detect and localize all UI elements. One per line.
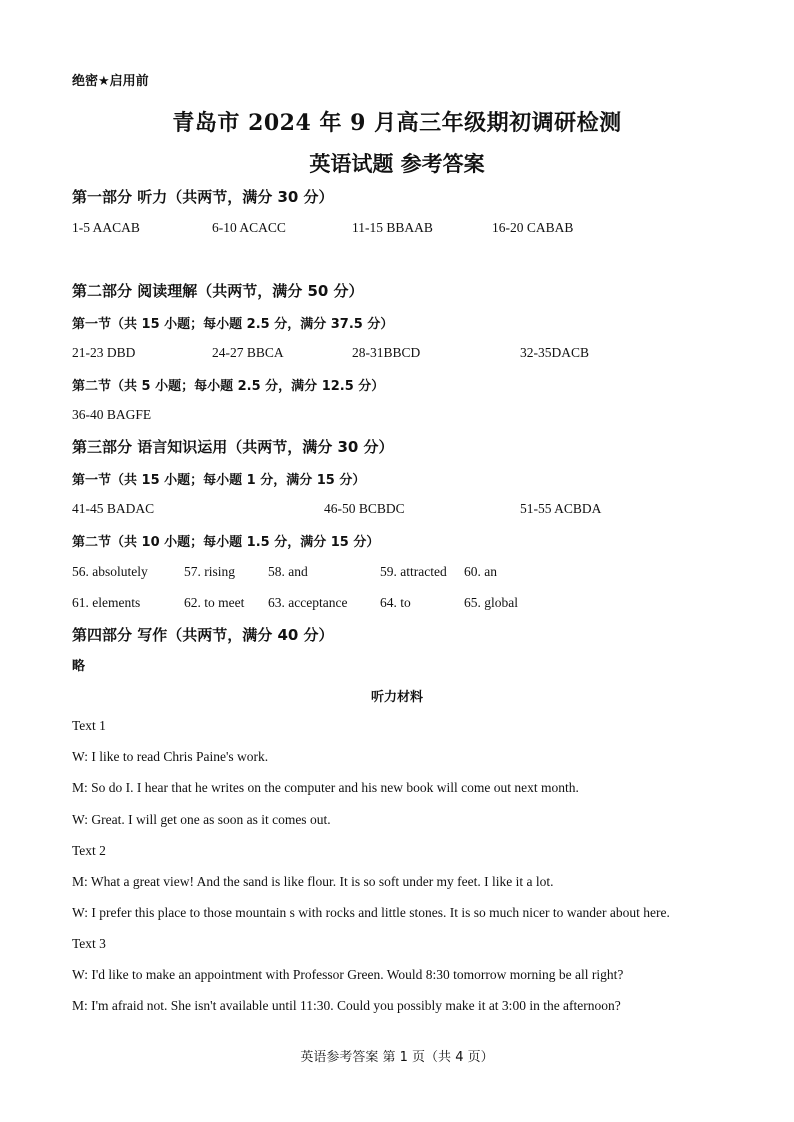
answer-item: 64. to bbox=[380, 595, 411, 610]
transcript-line: M: I'm afraid not. She isn't available until 11:30. Could you possibly make it at 3:00 in the afternoon? bbox=[72, 998, 621, 1013]
answer-item: 56. absolutely bbox=[72, 564, 148, 579]
transcript-line: M: So do I. I hear that he writes on the computer and his new book will come out next month. bbox=[72, 780, 579, 795]
part4-heading: 第四部分 写作（共两节，满分 40 分） bbox=[72, 626, 334, 644]
answer-group: 28-31BBCD bbox=[352, 345, 421, 360]
answer-item: 60. an bbox=[464, 564, 497, 579]
answer-item: 57. rising bbox=[184, 564, 236, 579]
answer-group: 24-27 BBCA bbox=[212, 345, 284, 360]
answer-group: 11-15 BBAAB bbox=[352, 220, 433, 235]
part2-heading: 第二部分 阅读理解（共两节，满分 50 分） bbox=[72, 282, 364, 300]
answer-item: 61. elements bbox=[72, 595, 141, 610]
answer-item: 58. and bbox=[268, 564, 308, 579]
answer-group: 51-55 ACBDA bbox=[520, 501, 602, 516]
exam-subtitle: 英语试题 参考答案 bbox=[309, 151, 485, 176]
answer-item: 65. global bbox=[464, 595, 518, 610]
part3-section2-label: 第二节（共 10 小题；每小题 1.5 分，满分 15 分） bbox=[72, 535, 380, 550]
part3-heading: 第三部分 语言知识运用（共两节，满分 30 分） bbox=[72, 438, 394, 456]
part4-note: 略 bbox=[72, 659, 86, 674]
answer-group: 16-20 CABAB bbox=[492, 220, 574, 235]
answer-item: 63. acceptance bbox=[268, 595, 348, 610]
transcript-line: W: I like to read Chris Paine's work. bbox=[72, 749, 269, 764]
answer-group: 36-40 BAGFE bbox=[72, 407, 152, 422]
answer-group: 46-50 BCBDC bbox=[324, 501, 405, 516]
part1-heading: 第一部分 听力（共两节，满分 30 分） bbox=[72, 188, 334, 206]
answer-item: 62. to meet bbox=[184, 595, 245, 610]
listening-title: 听力材料 bbox=[370, 690, 423, 705]
answer-group: 21-23 DBD bbox=[72, 345, 136, 360]
part3-section1-label: 第一节（共 15 小题；每小题 1 分，满分 15 分） bbox=[72, 473, 366, 488]
page-footer: 英语参考答案 第 1 页（共 4 页） bbox=[300, 1050, 494, 1065]
part2-section1-label: 第一节（共 15 小题；每小题 2.5 分，满分 37.5 分） bbox=[72, 317, 394, 332]
transcript-line: Text 2 bbox=[72, 843, 106, 858]
confidential-label: 绝密★启用前 bbox=[72, 74, 149, 89]
answer-group: 1-5 AACAB bbox=[72, 220, 140, 235]
answer-group: 6-10 ACACC bbox=[212, 220, 286, 235]
transcript-line: Text 3 bbox=[72, 936, 106, 951]
answer-item: 59. attracted bbox=[380, 564, 447, 579]
answer-group: 32-35DACB bbox=[520, 345, 590, 360]
part2-section2-label: 第二节（共 5 小题；每小题 2.5 分，满分 12.5 分） bbox=[72, 379, 385, 394]
transcript-line: Text 1 bbox=[72, 718, 106, 733]
transcript-line: M: What a great view! And the sand is like flour. It is so soft under my feet. I like it a lot. bbox=[72, 874, 554, 889]
transcript-line: W: Great. I will get one as soon as it comes out. bbox=[72, 812, 331, 827]
transcript-line: W: I prefer this place to those mountain s with rocks and little stones. It is so much nicer to wander about here. bbox=[72, 905, 670, 920]
answer-group: 41-45 BADAC bbox=[72, 501, 155, 516]
transcript-line: W: I'd like to make an appointment with Professor Green. Would 8:30 tomorrow morning be all right? bbox=[72, 967, 624, 982]
exam-title: 青岛市 2024 年 9 月高三年级期初调研检测 bbox=[172, 110, 622, 136]
